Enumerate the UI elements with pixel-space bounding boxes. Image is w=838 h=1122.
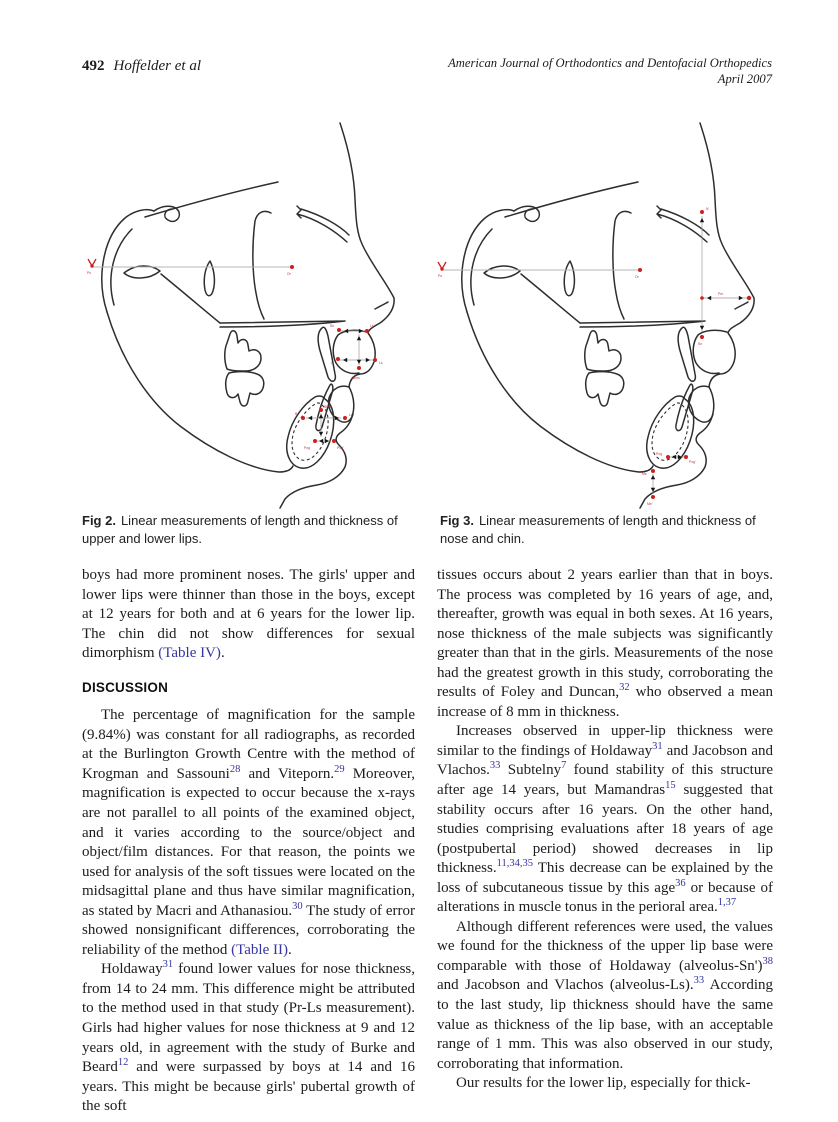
text-run: . (287, 941, 292, 958)
paragraph (437, 918, 773, 1074)
text-run: Holdaway (101, 961, 163, 978)
citation-link[interactable]: 1,37 (717, 897, 737, 909)
citation-link[interactable]: 33 (489, 760, 501, 772)
journal-issue: April 2007 (717, 71, 772, 86)
fig3-caption-label: Fig 3. (440, 513, 474, 528)
fig2-caption-label: Fig 2. (82, 513, 116, 528)
landmark-label: Pog (656, 452, 663, 456)
citation-link[interactable]: 7 (561, 760, 567, 772)
landmark-label: B (295, 412, 298, 416)
citation-link[interactable]: 32 (619, 682, 630, 694)
page-number: 492 (82, 58, 105, 74)
citation-link[interactable]: 38 (762, 955, 773, 967)
landmark-label: Sn (698, 342, 703, 346)
text-run: and were surpassed by boys at 14 and 16 years. This might be because girls' pubertal growth of the soft (82, 1059, 415, 1115)
landmark-label: Stmi (324, 405, 331, 409)
text-run: suggested that stability occurs after 16 years. On the other hand, studies comprising evaluations after 18 years of age (postpubertal period) showed decreases in lip thickness. (437, 782, 773, 877)
left-text-column (82, 566, 415, 1117)
landmark-label: Stms (352, 376, 360, 380)
table-link[interactable]: (Table IV) (158, 645, 221, 662)
landmark-label: Me (642, 472, 647, 476)
landmark-label: Po (87, 271, 92, 275)
citation-link[interactable]: 11,34,35 (496, 858, 533, 870)
text-run: According to the last study, lip thickness should have the same value as thickness of the lip base, with an acceptable range of 1 mm. This was also observed in our study, corroborating that information. (437, 977, 773, 1072)
citation-link[interactable]: 31 (652, 740, 663, 752)
citation-link[interactable]: 29 (334, 763, 345, 775)
paragraph (437, 566, 773, 722)
text-run: The study of error showed nonsignificant differences, corroborating the reliability of the method (82, 902, 415, 958)
text-run: tissues occurs about 2 years earlier than that in boys. The process was completed by 16 years of age, and, thereafter, growth was equal in both sexes. At 16 years, nose thickness of the male subjects was significantly greater than that in the girls. Measurements of the nose had the greatest growth in this study, corroborating the results of Foley and Duncan, (437, 567, 773, 701)
text-run: Our results for the lower lip, especially for thick- (456, 1075, 751, 1092)
citation-link[interactable]: 12 (117, 1057, 129, 1069)
landmark-label: Pog' (689, 460, 696, 464)
text-run: and Jacobson and Vlachos (alveolus-Ls). (437, 977, 694, 994)
landmark-label: Me' (647, 502, 653, 506)
text-run: . (220, 645, 225, 662)
citation-link[interactable]: 28 (229, 763, 241, 775)
text-run: found stability of this structure after age 14 years, but Mamandras (437, 762, 773, 799)
paragraph (82, 960, 415, 1116)
text-run: Moreover, magnification is expected to occur because the x-rays are not parallel to all points of the examined object, and it varies according to the source/object and object/film distances. For that reason, the points we used for analysis of the soft tissues were located on the midsagittal plane and thus have similar magnification, as stated by Macri and Athanasiou. (82, 765, 415, 919)
text-run: or because of alterations in muscle tonus in the perioral area. (437, 879, 773, 916)
fig2-cephalometric-tracing (77, 120, 417, 510)
landmark-label: Prn (718, 292, 724, 296)
landmark-label: Sn (330, 324, 335, 328)
fig2-caption-text: Linear measurements of length and thickness of upper and lower lips. (82, 513, 398, 546)
fig2-caption (82, 512, 414, 547)
text-run: The percentage of magnification for the sample (9.84%) was constant for all radiographs, as recorded at the Burlington Growth Centre with the method of Krogman and Sassouni (82, 707, 415, 782)
running-authors: Hoffelder et al (113, 58, 201, 74)
header-left (82, 58, 201, 75)
fig3-caption-text: Linear measurements of length and thickness of nose and chin. (440, 513, 756, 546)
text-run: found lower values for nose thickness, from 14 to 24 mm. This difference might be attributed to the method used in that study (Pr-Ls measurement). Girls had higher values for nose thickness at 9 and 12 years old, in agreement with the study of Burke and Beard (82, 961, 415, 1076)
text-run: This decrease can be explained by the loss of subcutaneous tissue by this age (437, 860, 773, 896)
section-heading: DISCUSSION (82, 679, 169, 695)
landmark-label: Ls' (370, 324, 375, 328)
text-run: boys had more prominent noses. The girls' upper and lower lips were thinner than those in the boys, except at 12 years for both and at 6 years for the lower lip. The chin did not show differences for sexual dimorphism (82, 567, 415, 662)
journal-title: American Journal of Orthodontics and Dentofacial Orthopedics (448, 56, 772, 70)
paragraph (437, 1074, 773, 1094)
landmark-label: N' (706, 207, 710, 211)
paragraph (82, 566, 415, 664)
text-run: and Jacobson and Vlachos. (437, 742, 773, 779)
fig3-cephalometric-tracing (437, 120, 777, 510)
citation-link[interactable]: 33 (693, 975, 705, 987)
text-run: Subtelny (500, 762, 562, 779)
landmark-label: Li (349, 413, 352, 417)
right-text-column (437, 566, 773, 1094)
table-link[interactable]: (Table II) (231, 941, 288, 958)
fig2-measurement-markers (87, 259, 383, 450)
text-run: Although different references were used, the values we found for the thickness of the upper lip base were comparable with those of Holdaway (alveolus-Sn') (437, 918, 773, 974)
citation-link[interactable]: 36 (675, 877, 686, 889)
landmark-label: Pog' (337, 446, 344, 450)
text-run: Increases observed in upper-lip thickness were similar to the findings of Holdaway (437, 723, 773, 759)
text-run: who observed a mean increase of 8 mm in thickness. (437, 684, 773, 720)
header-right (448, 56, 772, 87)
landmark-label: Ls (379, 361, 383, 365)
citation-link[interactable]: 15 (665, 780, 676, 792)
landmark-label: Or (287, 272, 291, 276)
text-run: and Viteporn. (240, 765, 335, 782)
paragraph (437, 722, 773, 917)
citation-link[interactable]: 31 (162, 959, 174, 971)
paragraph (82, 706, 415, 960)
landmark-label: Po (438, 274, 443, 278)
landmark-label: Pog (304, 446, 311, 450)
landmark-label: Or (635, 275, 639, 279)
citation-link[interactable]: 30 (292, 900, 303, 912)
fig3-caption (440, 512, 772, 547)
landmark-label: A (331, 361, 334, 365)
